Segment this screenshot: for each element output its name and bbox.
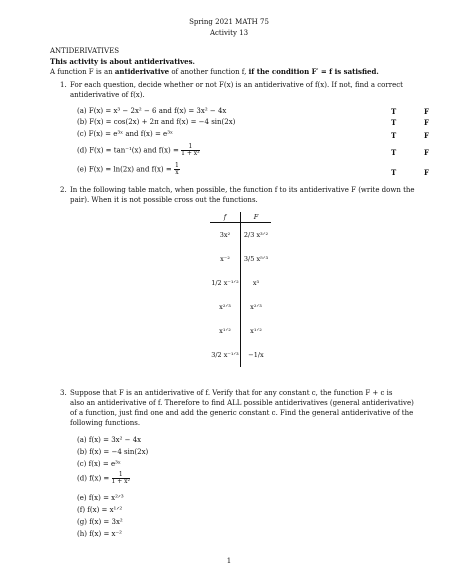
table-cell-f[interactable]: x¹ᐟ² (210, 319, 241, 343)
table-row (210, 343, 271, 367)
table-cell-f[interactable]: x²ᐟ³ (210, 295, 241, 319)
matching-table (210, 212, 271, 367)
q1-d-fraction: $\frac{1}{\text{1 + x²}}$ (181, 143, 200, 157)
q1-number: 1. (60, 81, 67, 89)
table-cell-F[interactable]: x²ᐟ³ (250, 303, 262, 311)
q1-a-true[interactable]: T (391, 107, 397, 116)
q3-text-line1: Suppose that F is an antiderivative of f. Verify that for any constant c, the function F + c is (70, 389, 393, 397)
table-cell-f[interactable]: 1/2 x⁻¹ᐟ² (210, 271, 241, 295)
q3-text-line3: of a function, just find one and add the generic constant c. Find the general antiderivative of the (70, 409, 414, 417)
course-title: Spring 2021 MATH 75 (189, 18, 269, 26)
table-cell-F[interactable]: x³ (252, 279, 260, 287)
q3-text-line2: also an antiderivative of f. Therefore to find ALL possible antiderivatives (general antiderivative) (70, 399, 414, 407)
q1-a-false[interactable]: F (424, 107, 429, 116)
q3-item-c: (c) f(x) = e³ˣ (77, 460, 121, 468)
table-cell-f[interactable]: x⁻² (210, 247, 241, 271)
q2-text-line1: In the following table match, when possible, the function f to its antiderivative F (write down the (70, 186, 415, 194)
q1-d-false[interactable]: F (424, 148, 429, 157)
table-cell-F[interactable]: −1/x (248, 351, 264, 359)
q3-item-f: (f) f(x) = x¹ᐟ² (77, 506, 123, 514)
q1-d-true[interactable]: T (391, 148, 397, 157)
q1-e-fraction: $\frac{1}{x}$ (174, 162, 179, 176)
definition: A function F is an antiderivative of another function f, if the condition F′ = f is satisfied. (50, 67, 379, 76)
table-row (210, 247, 271, 271)
q3-item-b: (b) f(x) = −4 sin(2x) (77, 448, 149, 456)
q3-item-a: (a) f(x) = 3x² − 4x (77, 436, 142, 444)
table-cell-f[interactable]: 3x² (210, 223, 241, 248)
q1-text-line1: For each question, decide whether or not F(x) is an antiderivative of f(x). If not, find a correct (70, 81, 403, 89)
page-number: 1 (226, 557, 232, 565)
table-row (210, 295, 271, 319)
table-cell-F[interactable]: 3/5 x⁵ᐟ³ (243, 255, 269, 263)
table-header-f: f (210, 212, 241, 223)
table-row (210, 223, 271, 248)
q3-item-d: (d) f(x) = $\frac{1}{\text{1 + x²}}$ (77, 471, 130, 485)
q1-text-line2: antiderivative of f(x). (70, 91, 145, 99)
q1-item-e: (e) F(x) = ln(2x) and f(x) = $\frac{1}{x}$ (77, 162, 179, 176)
q3-number: 3. (60, 389, 67, 397)
q3-item-g: (g) f(x) = 3x² (77, 518, 123, 526)
q1-b-true[interactable]: T (391, 118, 397, 127)
q1-c-true[interactable]: T (391, 131, 397, 140)
q2-text-line2: pair). When it is not possible cross out the functions. (70, 196, 258, 204)
q3-item-h: (h) f(x) = x⁻² (77, 530, 122, 538)
q1-item-b: (b) F(x) = cos(2x) + 2π and f(x) = −4 sin(2x) (77, 118, 236, 126)
table-cell-f[interactable]: 3/2 x⁻¹ᐟ³ (210, 343, 241, 367)
table-row (210, 319, 271, 343)
q3-item-e: (e) f(x) = x²ᐟ³ (77, 494, 124, 502)
table-cell-F[interactable]: 2/3 x³ᐟ² (243, 231, 269, 239)
activity-title: Activity 13 (209, 29, 249, 37)
q1-c-false[interactable]: F (424, 131, 429, 140)
section-title: ANTIDERIVATIVES (50, 47, 120, 55)
q3-text-line4: following functions. (70, 419, 141, 427)
q1-e-true[interactable]: T (391, 168, 397, 177)
q1-item-d: (d) F(x) = tan⁻¹(x) and f(x) = $\frac{1}{\text{1 + x²}}$ (77, 143, 200, 157)
table-row (210, 271, 271, 295)
table-header-F: F (241, 212, 272, 223)
q2-number: 2. (60, 186, 67, 194)
table-cell-F[interactable]: x¹ᐟ² (250, 327, 262, 335)
intro-text: This activity is about antiderivatives. (50, 57, 195, 66)
q1-item-a: (a) F(x) = x³ − 2x² − 6 and f(x) = 3x² − 4x (77, 107, 227, 115)
q3-d-fraction: $\frac{1}{\text{1 + x²}}$ (111, 471, 130, 485)
q1-b-false[interactable]: F (424, 118, 429, 127)
q1-e-false[interactable]: F (424, 168, 429, 177)
q1-item-c: (c) F(x) = e³ˣ and f(x) = e³ˣ (77, 130, 173, 138)
